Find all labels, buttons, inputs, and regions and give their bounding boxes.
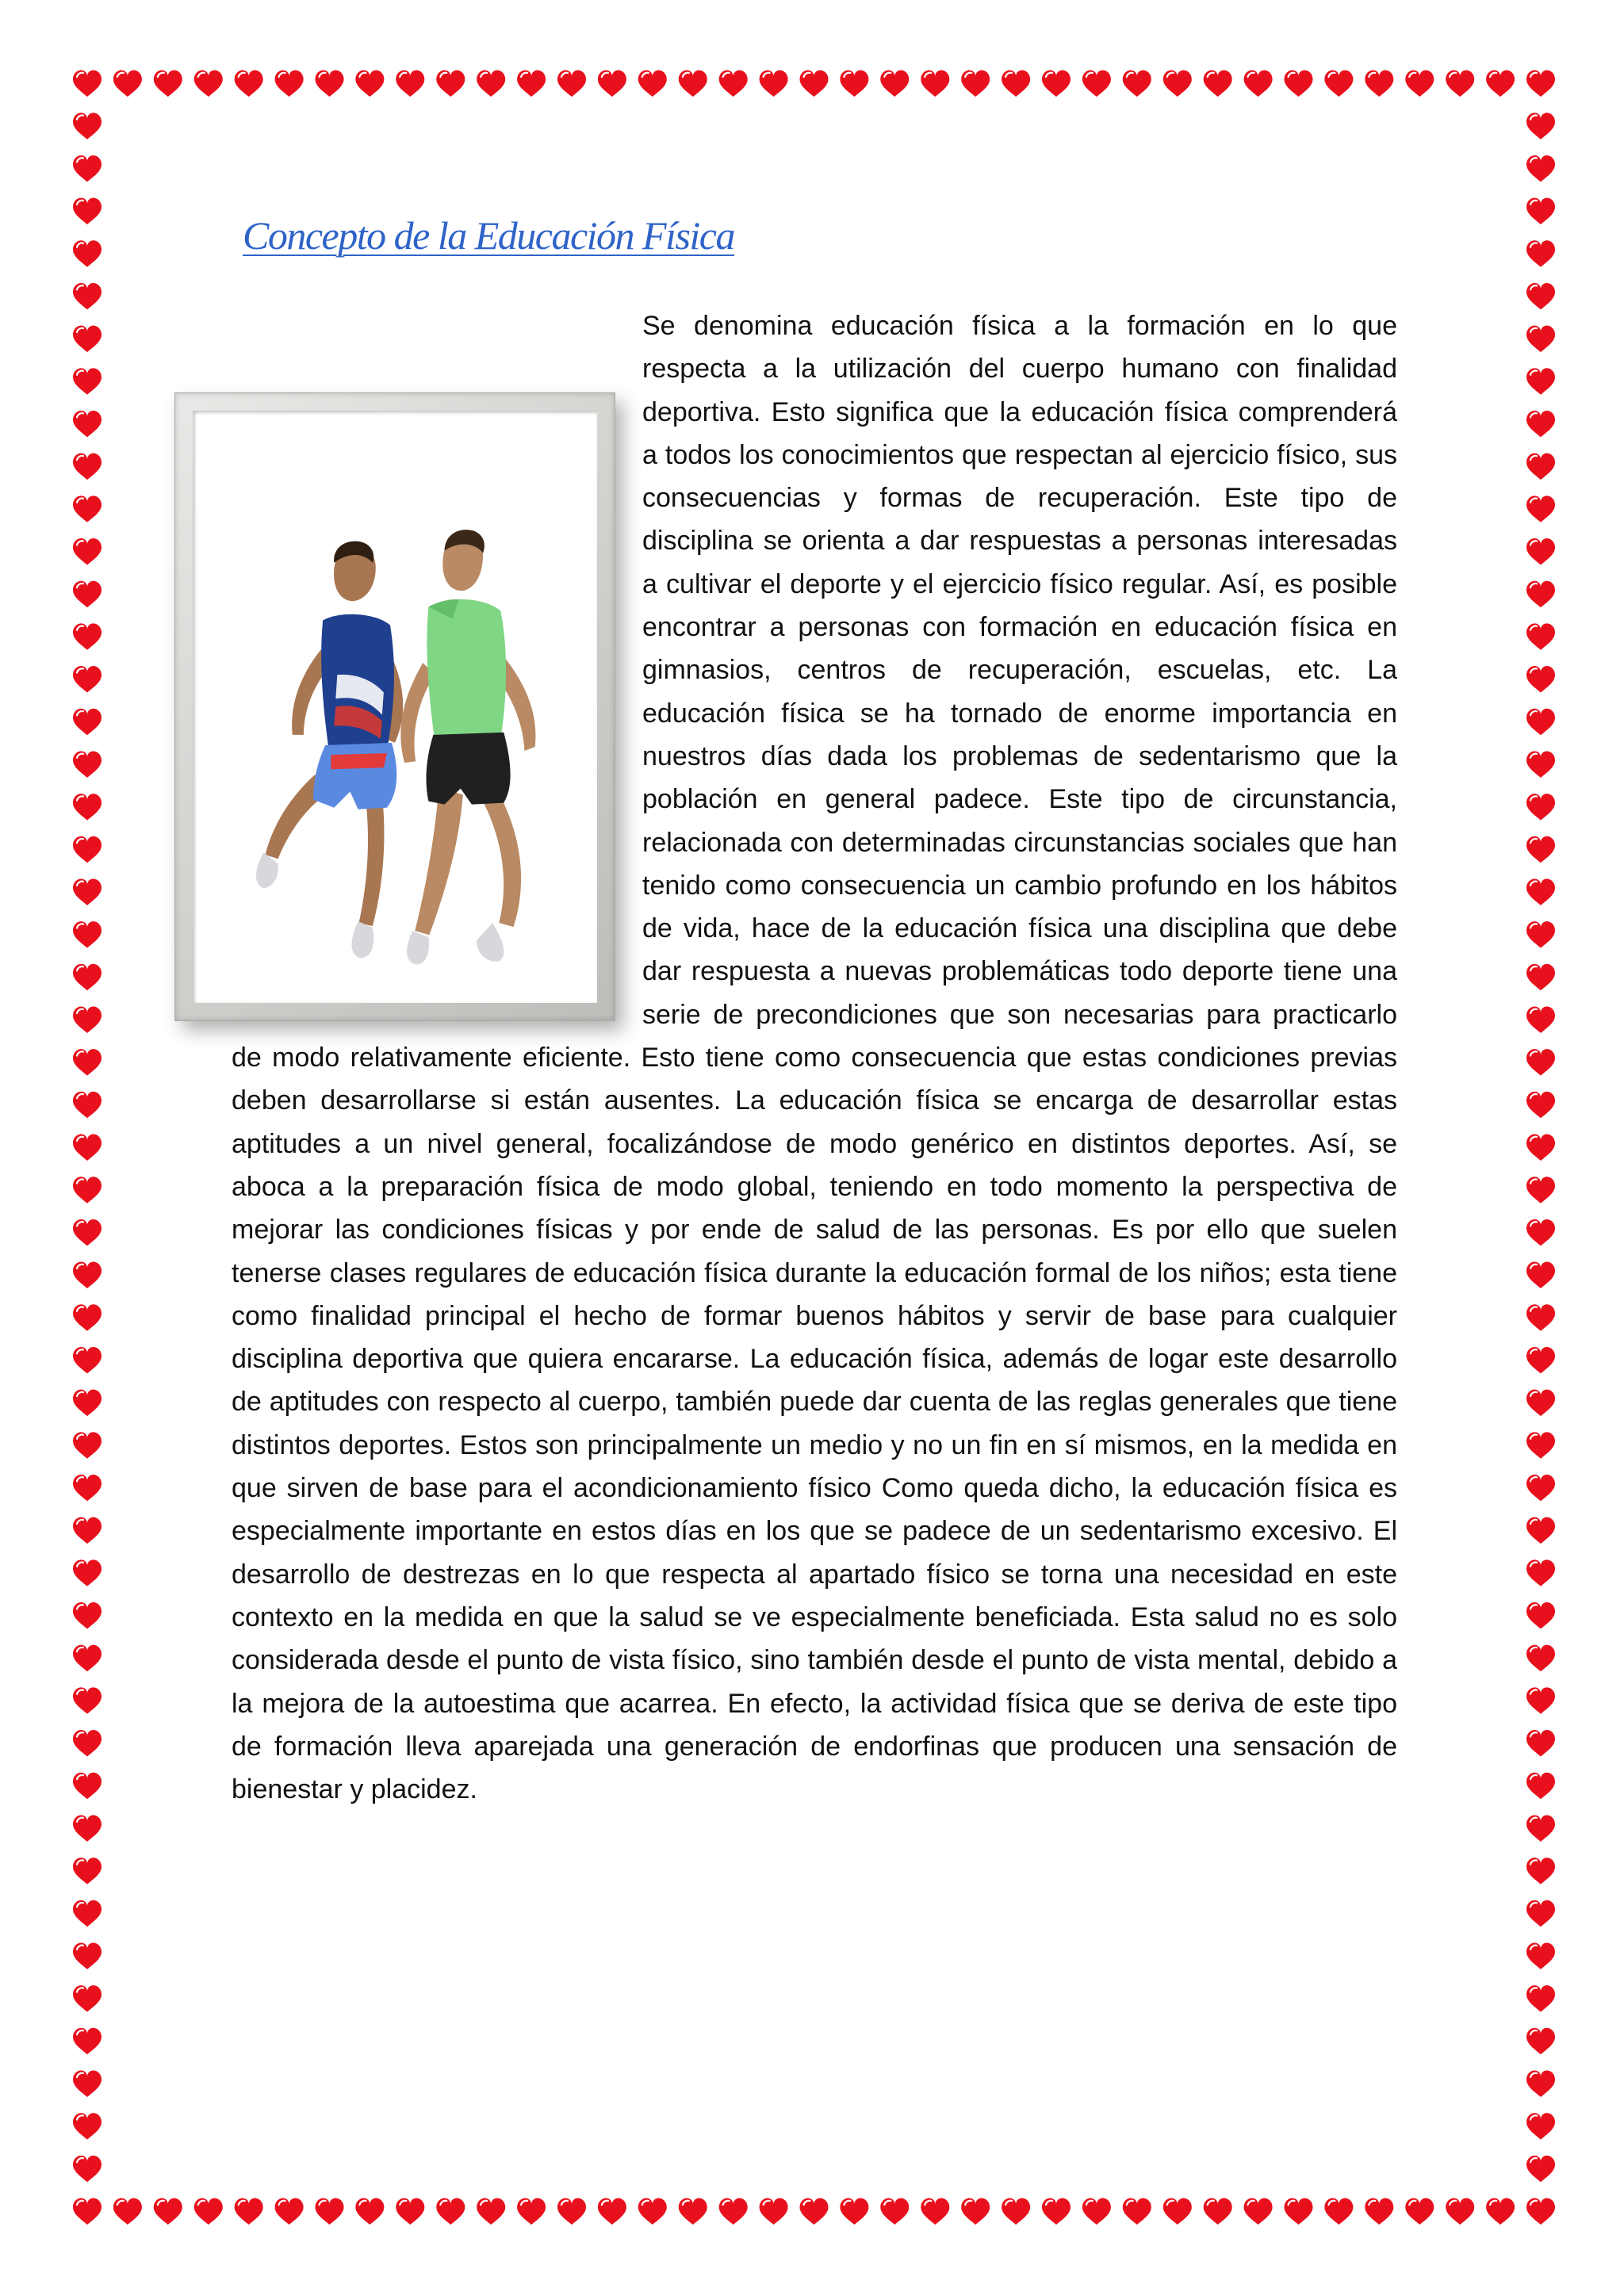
heart-icon <box>1163 71 1192 97</box>
heart-icon <box>1526 1475 1555 1501</box>
heart-icon <box>1526 411 1555 437</box>
heart-icon <box>1486 2198 1515 2225</box>
heart-icon <box>154 71 182 97</box>
heart-icon <box>1405 71 1434 97</box>
heart-icon <box>73 1773 102 1799</box>
heart-icon <box>1526 709 1555 735</box>
heart-icon <box>73 794 102 820</box>
heart-icon <box>1526 666 1555 692</box>
heart-icon <box>73 623 102 649</box>
heart-icon <box>1526 1602 1555 1628</box>
heart-icon <box>1526 1942 1555 1969</box>
heart-icon <box>679 71 707 97</box>
heart-icon <box>638 2198 667 2225</box>
heart-icon <box>73 1687 102 1713</box>
runner-green-top <box>400 530 535 964</box>
heart-icon <box>73 240 102 266</box>
heart-icon <box>1526 1559 1555 1586</box>
heart-icon <box>719 71 748 97</box>
heart-icon <box>73 113 102 139</box>
heart-icon <box>1486 71 1515 97</box>
heart-icon <box>1526 1517 1555 1544</box>
heart-icon <box>1526 1985 1555 2011</box>
heart-icon <box>760 71 788 97</box>
heart-icon <box>1526 836 1555 863</box>
heart-icon <box>1526 794 1555 820</box>
heart-icon <box>1526 623 1555 649</box>
heart-icon <box>1526 71 1555 97</box>
heart-icon <box>477 2198 505 2225</box>
heart-icon <box>1244 71 1273 97</box>
heart-icon <box>73 1559 102 1586</box>
heart-icon <box>73 1390 102 1416</box>
heart-icon <box>880 2198 909 2225</box>
heart-icon <box>1526 240 1555 266</box>
heart-icon <box>73 538 102 564</box>
heart-icon <box>73 368 102 394</box>
heart-icon <box>436 71 465 97</box>
heart-icon <box>73 198 102 224</box>
heart-icon <box>194 2198 223 2225</box>
heart-icon <box>154 2198 182 2225</box>
heart-icon <box>760 2198 788 2225</box>
heart-icon <box>1526 1177 1555 1203</box>
heart-icon <box>638 71 667 97</box>
heart-icon <box>73 751 102 777</box>
heart-icon <box>73 1730 102 1756</box>
heart-icon <box>113 2198 142 2225</box>
heart-icon <box>73 155 102 182</box>
heart-icon <box>1526 1092 1555 1118</box>
heart-icon <box>1526 1347 1555 1373</box>
heart-icon <box>1526 1304 1555 1330</box>
heart-icon <box>73 1900 102 1927</box>
runners-photo <box>193 411 597 1003</box>
heart-icon <box>1446 2198 1474 2225</box>
heart-icon <box>1526 1219 1555 1246</box>
heart-icon <box>1204 2198 1232 2225</box>
heart-icon <box>1526 453 1555 480</box>
heart-icon <box>73 1432 102 1458</box>
heart-icon <box>73 581 102 607</box>
heart-icon <box>1244 2198 1273 2225</box>
heart-icon <box>1526 1645 1555 1671</box>
heart-icon <box>1526 751 1555 777</box>
heart-icon <box>1526 326 1555 352</box>
heart-icon <box>557 71 586 97</box>
heart-icon <box>598 71 626 97</box>
heart-icon <box>1526 155 1555 182</box>
heart-icon <box>1446 71 1474 97</box>
heart-icon <box>396 71 424 97</box>
heart-icon <box>73 1347 102 1373</box>
heart-icon <box>275 2198 304 2225</box>
heart-icon <box>1526 1135 1555 1161</box>
heart-icon <box>1042 71 1071 97</box>
heart-icon <box>1526 1773 1555 1799</box>
two-runners-photo <box>193 411 597 1003</box>
photo-frame <box>174 392 615 1021</box>
heart-icon <box>73 1475 102 1501</box>
heart-icon <box>1526 1815 1555 1841</box>
heart-icon <box>1526 198 1555 224</box>
heart-icon <box>1526 921 1555 947</box>
heart-icon <box>113 71 142 97</box>
heart-icon <box>73 1304 102 1330</box>
heart-icon <box>73 1007 102 1033</box>
heart-icon <box>73 1049 102 1075</box>
heart-icon <box>73 1177 102 1203</box>
heart-icon <box>316 2198 344 2225</box>
heart-icon <box>73 1092 102 1118</box>
heart-icon <box>73 1815 102 1841</box>
heart-icon <box>1082 71 1111 97</box>
heart-icon <box>73 1858 102 1884</box>
heart-icon <box>1123 71 1151 97</box>
heart-icon <box>1204 71 1232 97</box>
heart-icon <box>1526 538 1555 564</box>
heart-icon <box>719 2198 748 2225</box>
page-title: Concepto de la Educación Física <box>243 213 735 258</box>
heart-icon <box>73 878 102 905</box>
heart-icon <box>73 453 102 480</box>
heart-icon <box>73 283 102 309</box>
heart-icon <box>1526 1007 1555 1033</box>
heart-icon <box>1123 2198 1151 2225</box>
heart-icon <box>73 326 102 352</box>
heart-icon <box>355 2198 384 2225</box>
heart-icon <box>1526 1049 1555 1075</box>
heart-icon <box>73 964 102 990</box>
heart-icon <box>73 496 102 522</box>
heart-icon <box>73 2028 102 2054</box>
heart-icon <box>1526 496 1555 522</box>
heart-icon <box>316 71 344 97</box>
heart-icon <box>73 2071 102 2097</box>
heart-icon <box>73 1219 102 1246</box>
runner-blue-top <box>256 541 403 959</box>
heart-icon <box>880 71 909 97</box>
heart-icon <box>73 921 102 947</box>
heart-icon <box>1365 2198 1393 2225</box>
heart-icon <box>73 2113 102 2139</box>
heart-icon <box>73 2198 102 2225</box>
heart-icon <box>1285 71 1313 97</box>
heart-icon <box>1526 283 1555 309</box>
heart-icon <box>1526 581 1555 607</box>
heart-icon <box>1526 368 1555 394</box>
heart-icon <box>679 2198 707 2225</box>
heart-icon <box>73 666 102 692</box>
heart-icon <box>1324 71 1353 97</box>
heart-icon <box>355 71 384 97</box>
heart-icon <box>840 2198 868 2225</box>
heart-icon <box>961 2198 990 2225</box>
heart-icon <box>1002 71 1030 97</box>
heart-icon <box>73 709 102 735</box>
heart-icon <box>73 2156 102 2182</box>
heart-icon <box>800 71 829 97</box>
heart-icon <box>517 2198 546 2225</box>
heart-icon <box>73 1135 102 1161</box>
heart-icon <box>517 71 546 97</box>
heart-icon <box>1526 1390 1555 1416</box>
heart-icon <box>73 1985 102 2011</box>
heart-icon <box>921 2198 949 2225</box>
heart-icon <box>1526 113 1555 139</box>
heart-icon <box>840 71 868 97</box>
heart-icon <box>235 2198 263 2225</box>
heart-icon <box>1526 2028 1555 2054</box>
heart-icon <box>1526 2198 1555 2225</box>
heart-icon <box>1526 1730 1555 1756</box>
body-paragraph: Se denomina educación física a la formación en lo que respecta a la utilización del cuerpo humano con finalidad deportiva. Esto significa que la educación física comprenderá a todos los conocimientos que respectan al ejercicio físico, sus consecuencias y formas de recuperación. Este tipo de disciplina se orienta a dar respuestas a personas interesadas a cultivar el deporte y el ejercicio físico regular. Así, es posible encontrar a personas con formación en educación física en gimnasios, centros de recuperación, escuelas, etc. La educación física se ha tornado de enorme importancia en nuestros días dada los problemas de sedentarismo que la población en general padece. Este tipo de circunstancia, relacionada con determinadas circunstancias sociales que han tenido como consecuencia un cambio profundo en los hábitos de vida, hace de la educación física una disciplina que debe dar respuesta a nuevas problemáticas todo deporte tiene una serie de precondiciones que son necesarias para practicarlo de modo relativamente eficiente. Esto tiene como consecuencia que estas condiciones previas deben desarrollarse si están ausentes. La educación física se encarga de desarrollar estas aptitudes a un nivel general, focalizándose de modo genérico en distintos deportes. Así, se aboca a la preparación física de modo global, teniendo en todo momento la perspectiva de mejorar las condiciones físicas y por ende de salud de las personas. Es por ello que suelen tenerse clases regulares de educación física durante la educación formal de los niños; esta tiene como finalidad principal el hecho de formar buenos hábitos y servir de base para cualquier disciplina deportiva que quiera encararse. La educación física, además de logar este desarrollo de aptitudes con respecto al cuerpo, también puede dar cuenta de las reglas generales que tiene distintos deportes. Estos son principalmente un medio y no un fin en sí mismos, en la medida en que sirven de base para el acondicionamiento físico Como queda dicho, la educación física es especialmente importante en estos días en los que se padece de un sedentarismo excesivo. El desarrollo de destrezas en lo que respecta al apartado físico se torna una necesidad en este contexto en la medida en que la salud se ve especialmente beneficiada. Esta salud no es solo considerada desde el punto de vista físico, sino también desde el punto de vista mental, debido a la mejora de la autoestima que acarrea. En efecto, la actividad física que se deriva de este tipo de formación lleva aparejada una generación de endorfinas que producen una sensación de bienestar y placidez. <box>232 311 1397 1805</box>
heart-icon <box>1526 878 1555 905</box>
heart-icon <box>1163 2198 1192 2225</box>
heart-icon <box>1526 1262 1555 1288</box>
heart-icon <box>1526 2071 1555 2097</box>
heart-icon <box>921 71 949 97</box>
heart-icon <box>1405 2198 1434 2225</box>
heart-icon <box>1002 2198 1030 2225</box>
heart-icon <box>396 2198 424 2225</box>
heart-icon <box>1526 1687 1555 1713</box>
heart-icon <box>1365 71 1393 97</box>
heart-icon <box>557 2198 586 2225</box>
heart-icon <box>275 71 304 97</box>
heart-icon <box>73 1517 102 1544</box>
heart-icon <box>800 2198 829 2225</box>
heart-icon <box>1285 2198 1313 2225</box>
heart-icon <box>436 2198 465 2225</box>
heart-icon <box>1526 2113 1555 2139</box>
heart-icon <box>73 1602 102 1628</box>
heart-icon <box>961 71 990 97</box>
heart-icon <box>1526 964 1555 990</box>
heart-icon <box>73 1262 102 1288</box>
heart-icon <box>1526 1858 1555 1884</box>
heart-icon <box>73 1645 102 1671</box>
heart-icon <box>1526 1900 1555 1927</box>
heart-icon <box>73 411 102 437</box>
heart-icon <box>477 71 505 97</box>
heart-icon <box>73 71 102 97</box>
heart-icon <box>235 71 263 97</box>
heart-icon <box>73 836 102 863</box>
heart-icon <box>1082 2198 1111 2225</box>
heart-icon <box>1526 2156 1555 2182</box>
body-text <box>232 304 1397 1811</box>
heart-icon <box>598 2198 626 2225</box>
heart-icon <box>1526 1432 1555 1458</box>
heart-icon <box>73 1942 102 1969</box>
heart-icon <box>1042 2198 1071 2225</box>
heart-icon <box>194 71 223 97</box>
heart-icon <box>1324 2198 1353 2225</box>
